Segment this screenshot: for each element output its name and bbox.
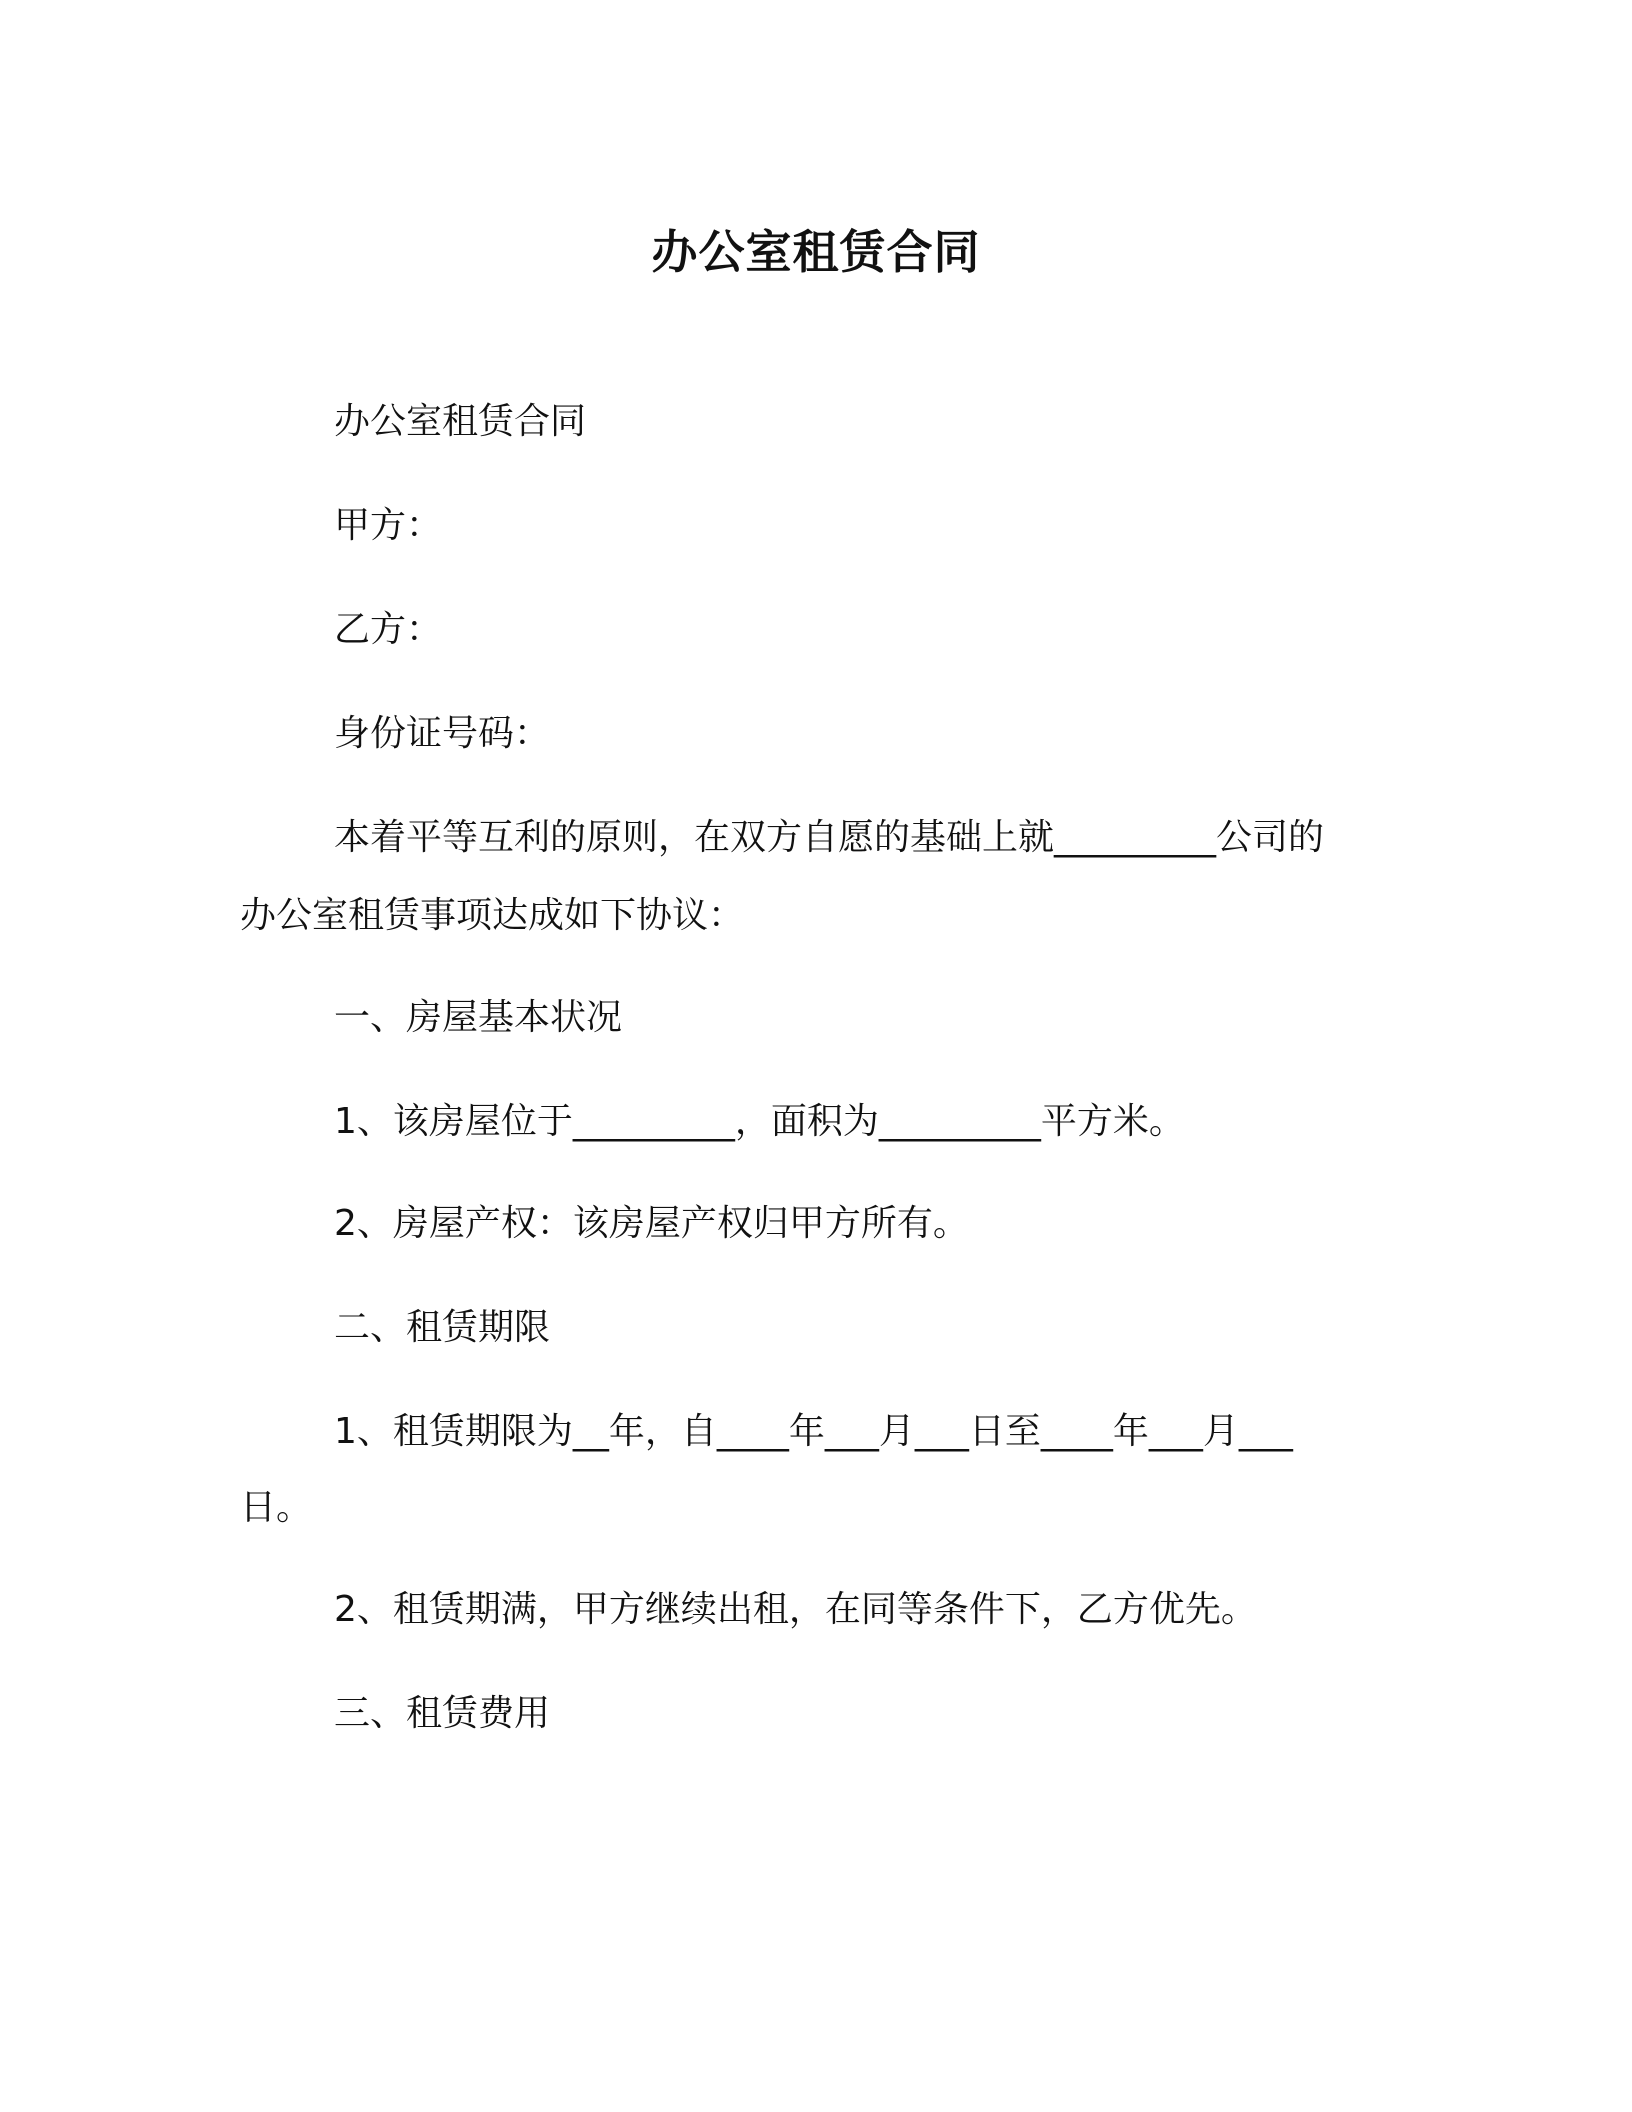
clause-1-2: 2、房屋产权：该房屋产权归甲方所有。 bbox=[334, 1203, 969, 1244]
document-title: 办公室租赁合同 bbox=[651, 225, 981, 279]
preamble-line-2: 办公室租赁事项达成如下协议： bbox=[240, 895, 745, 936]
section-3-heading: 三、租赁费用 bbox=[334, 1693, 551, 1734]
id-number-line: 身份证号码： bbox=[334, 713, 551, 754]
party-a-line: 甲方： bbox=[334, 505, 443, 546]
clause-2-1-line-1: 1、租赁期限为__年，自____年___月___日至____年___月___ bbox=[334, 1411, 1293, 1452]
doc-heading-line: 办公室租赁合同 bbox=[334, 401, 587, 442]
clause-2-1-line-2: 日。 bbox=[240, 1487, 313, 1528]
section-2-heading: 二、租赁期限 bbox=[334, 1307, 551, 1348]
preamble-line-1: 本着平等互利的原则，在双方自愿的基础上就_________公司的 bbox=[334, 817, 1325, 858]
section-1-heading: 一、房屋基本状况 bbox=[334, 997, 623, 1038]
clause-2-2: 2、租赁期满，甲方继续出租，在同等条件下，乙方优先。 bbox=[334, 1589, 1257, 1630]
party-b-line: 乙方： bbox=[334, 609, 443, 650]
clause-1-1: 1、该房屋位于_________，面积为_________平方米。 bbox=[334, 1101, 1185, 1142]
